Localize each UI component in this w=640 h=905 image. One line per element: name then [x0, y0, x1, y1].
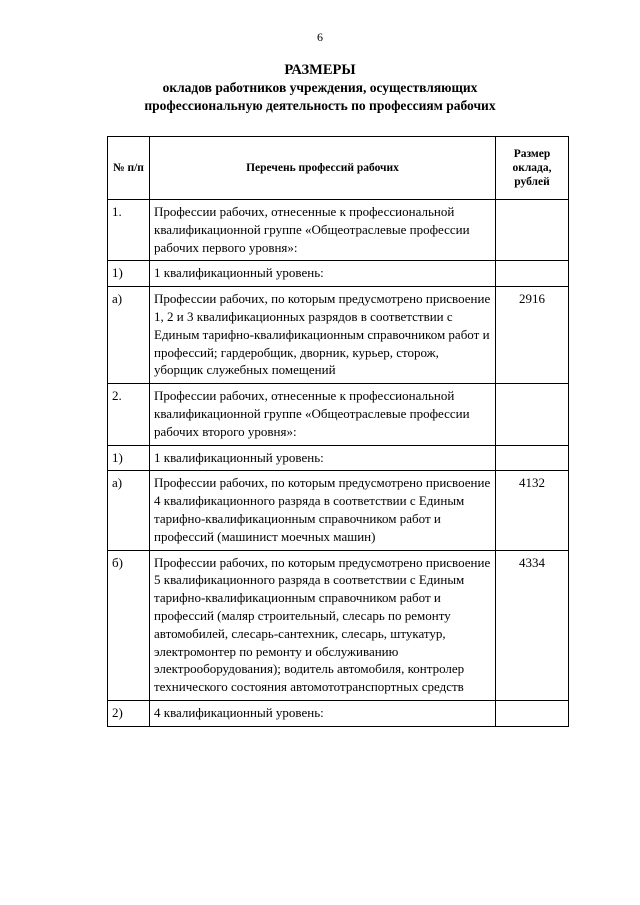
header-salary-line-2: оклада,: [512, 161, 552, 174]
salary-table: [107, 136, 569, 727]
table-header-row: [108, 137, 569, 200]
row-number: 1): [108, 445, 150, 471]
heading-line-2: профессиональную деятельность по профессиям рабочих: [144, 98, 496, 113]
document-heading: [0, 61, 640, 115]
row-salary: [496, 200, 569, 261]
row-salary: 4132: [496, 471, 569, 550]
table-row: [108, 700, 569, 726]
row-description: 1 квалификационный уровень:: [150, 445, 496, 471]
header-salary: [496, 137, 569, 200]
row-description: 4 квалификационный уровень:: [150, 700, 496, 726]
row-description: Профессии рабочих, отнесенные к профессиональной квалификационной группе «Общеотраслевые профессии рабочих второго уровня»:: [150, 384, 496, 445]
table-row: [108, 471, 569, 550]
table-row: [108, 445, 569, 471]
row-number: а): [108, 287, 150, 384]
table-row: [108, 200, 569, 261]
row-description: 1 квалификационный уровень:: [150, 261, 496, 287]
row-number: а): [108, 471, 150, 550]
row-salary: [496, 384, 569, 445]
row-number: 1): [108, 261, 150, 287]
table-row: [108, 261, 569, 287]
row-salary: [496, 261, 569, 287]
row-description: Профессии рабочих, по которым предусмотрено присвоение 5 квалификационного разряда в соответствии с Единым тарифно-квалификационным справочником работ и профессий (маляр строительный, слесарь по ремонту автомобилей, слесарь-сантехник, слесарь, штукатур, электромонтер по ремонту и обслуживанию электрооборудования); водитель автомобиля, контролер технического состояния автомототранспортных средств: [150, 550, 496, 700]
row-salary: [496, 445, 569, 471]
heading-line-1: окладов работников учреждения, осуществляющих: [162, 80, 478, 95]
row-description: Профессии рабочих, по которым предусмотрено присвоение 4 квалификационного разряда в соответствии с Единым тарифно-квалификационным справочником работ и профессий (машинист моечных машин): [150, 471, 496, 550]
row-description: Профессии рабочих, по которым предусмотрено присвоение 1, 2 и 3 квалификационных разрядов в соответствии с Единым тарифно-квалификационным справочником работ и профессий; гардеробщик, дворник, курьер, сторож, уборщик служебных помещений: [150, 287, 496, 384]
row-number: 2): [108, 700, 150, 726]
table-row: [108, 384, 569, 445]
table-row: [108, 287, 569, 384]
row-number: б): [108, 550, 150, 700]
heading-title: РАЗМЕРЫ: [284, 62, 356, 78]
row-description: Профессии рабочих, отнесенные к профессиональной квалификационной группе «Общеотраслевые профессии рабочих первого уровня»:: [150, 200, 496, 261]
row-salary: 2916: [496, 287, 569, 384]
header-salary-line-3: рублей: [514, 175, 550, 188]
row-salary: 4334: [496, 550, 569, 700]
row-number: 1.: [108, 200, 150, 261]
table-row: [108, 550, 569, 700]
header-salary-line-1: Размер: [513, 147, 551, 160]
page-number: 6: [317, 30, 323, 44]
row-number: 2.: [108, 384, 150, 445]
header-number: № п/п: [108, 137, 150, 200]
row-salary: [496, 700, 569, 726]
header-profession-list: Перечень профессий рабочих: [150, 137, 496, 200]
